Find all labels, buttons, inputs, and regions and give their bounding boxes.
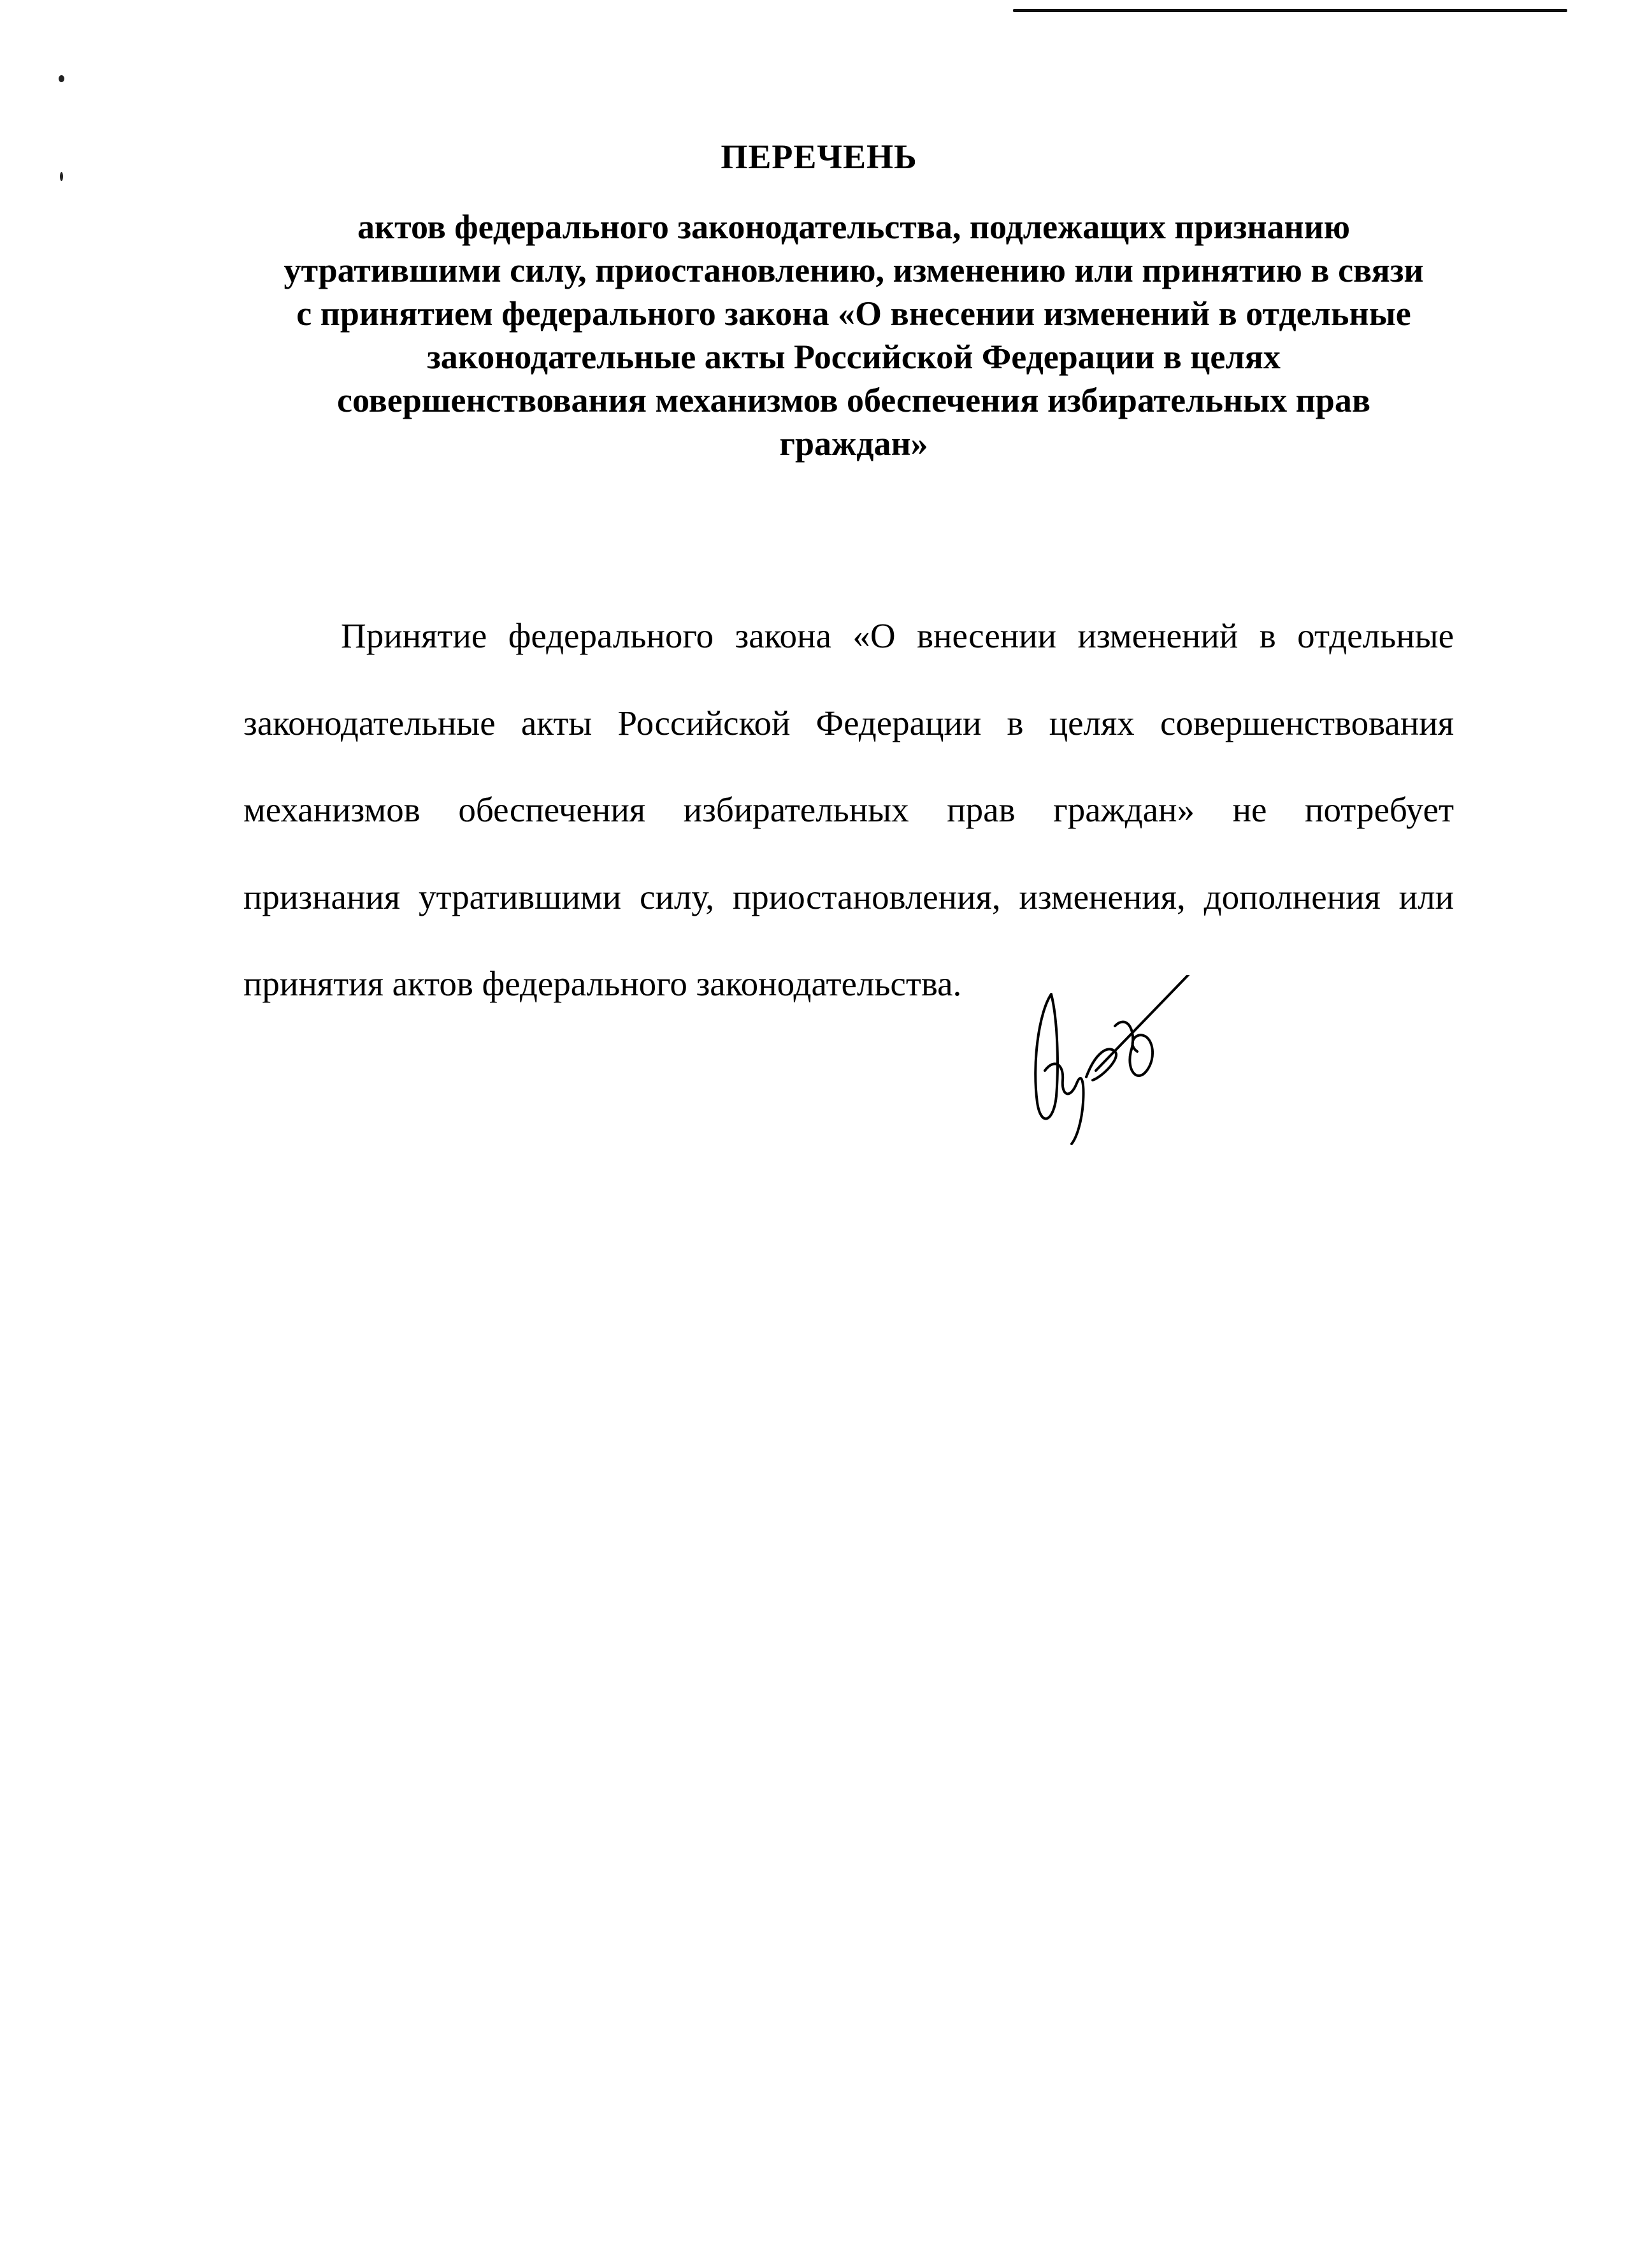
scan-edge-line	[1013, 9, 1567, 12]
document-heading	[242, 205, 1465, 465]
heading-line: утратившими силу, приостановлению, изменению или принятию в связи	[284, 251, 1424, 289]
heading-line: граждан»	[779, 424, 928, 463]
scan-speck	[59, 75, 64, 82]
body-line: принятия актов федерального законодательства.	[243, 964, 962, 1003]
body-line: законодательные акты Российской Федерации в целях совершенствования	[243, 703, 1454, 742]
heading-line: актов федерального законодательства, подлежащих признанию	[357, 208, 1350, 246]
heading-line: законодательные акты Российской Федерации в целях	[427, 338, 1281, 376]
heading-line: совершенствования механизмов обеспечения избирательных прав	[337, 381, 1370, 419]
body-line: механизмов обеспечения избирательных прав граждан» не потребует	[243, 790, 1454, 829]
document-title: ПЕРЕЧЕНЬ	[721, 138, 917, 176]
body-line: Принятие федерального закона «О внесении изменений в отдельные	[341, 616, 1454, 655]
body-line: признания утратившими силу, приостановления, изменения, дополнения или	[243, 877, 1454, 916]
heading-line: с принятием федерального закона «О внесении изменений в отдельные	[296, 294, 1411, 333]
body-paragraph	[243, 593, 1454, 1028]
handwritten-signature	[1026, 975, 1230, 1147]
